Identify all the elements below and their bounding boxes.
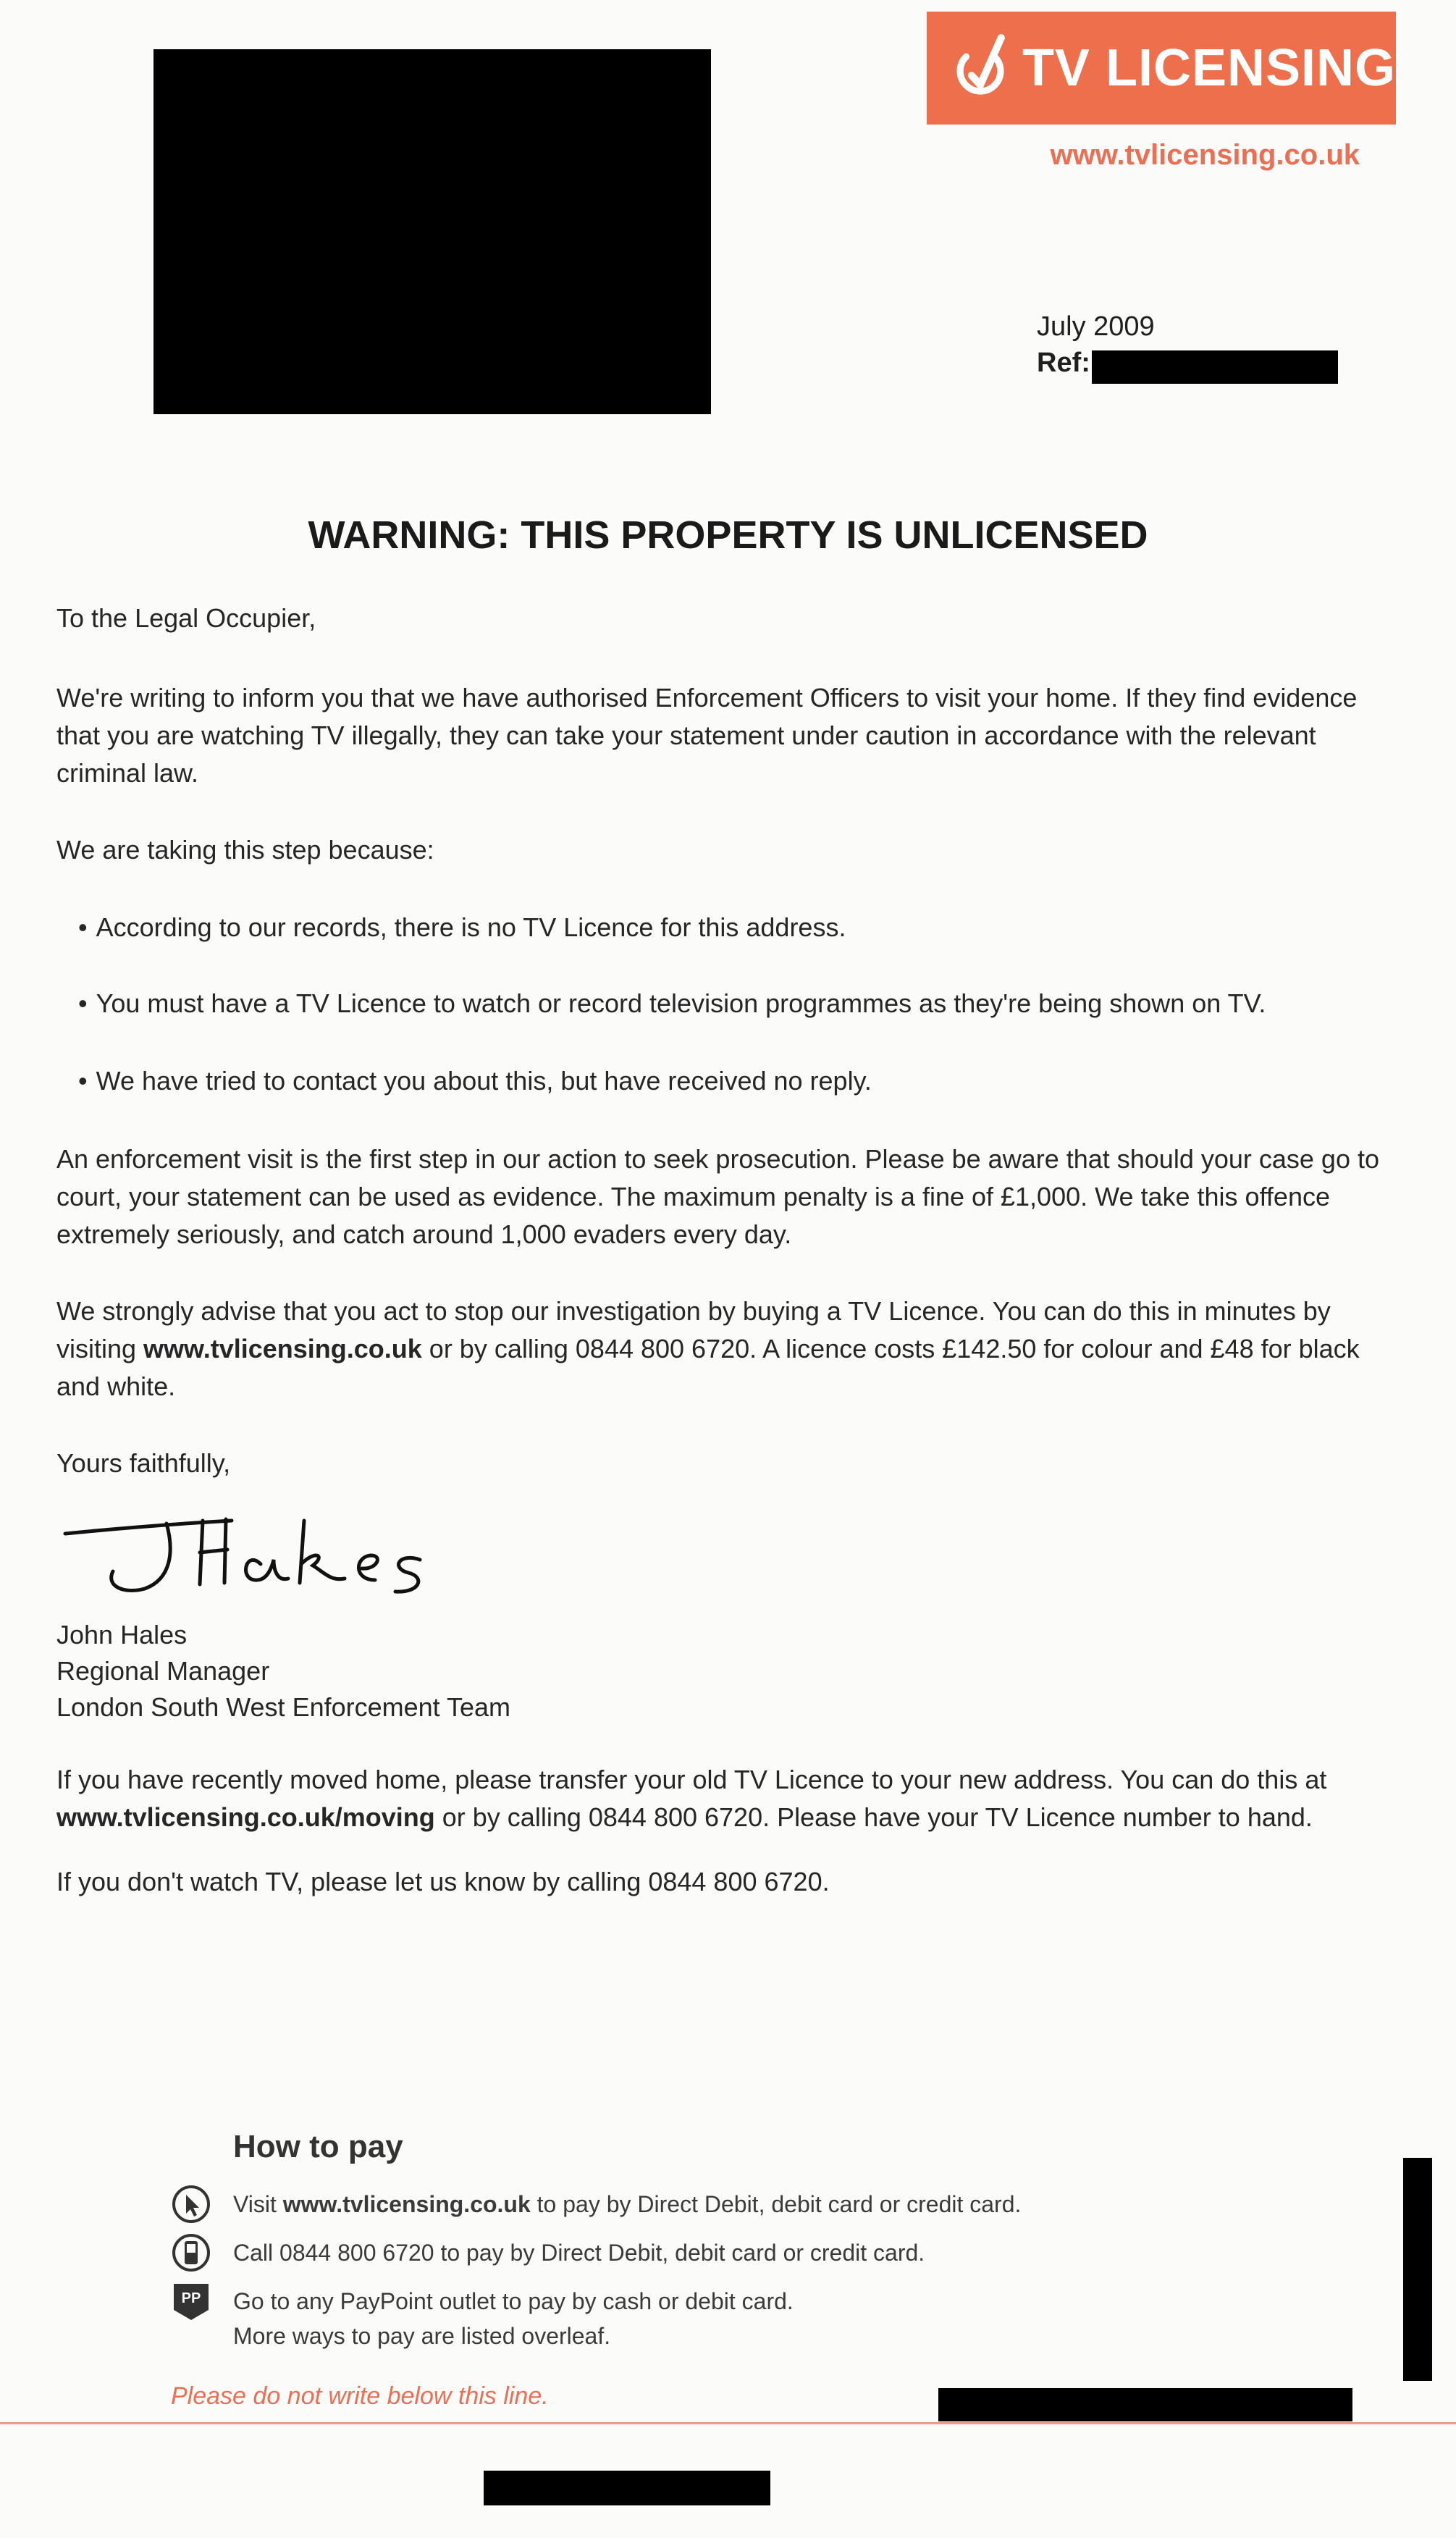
paragraph-prosecution: An enforcement visit is the first step in our action to seek prosecution. Please be aware that should your case go to court, your statement can be used as evidence. The maximum penalty is a fine of £1,000. We take this offence extremely seriously, and catch around 1,000 evaders every day.	[56, 1144, 1379, 1249]
closing: Yours faithfully,	[56, 1448, 231, 1478]
divider-line	[0, 2422, 1456, 2424]
redacted-reference-number	[1092, 350, 1338, 384]
signatory-team: London South West Enforcement Team	[56, 1692, 511, 1722]
svg-text:PP: PP	[181, 2290, 201, 2306]
paragraph-buy-licence	[56, 1293, 1381, 1405]
signatory-name: John Hales	[56, 1620, 188, 1650]
buy-licence-link[interactable]: www.tvlicensing.co.uk	[143, 1334, 422, 1363]
bullet-no-reply: • We have tried to contact you about this, but have received no reply.	[78, 1062, 1374, 1100]
bullet-no-licence: • According to our records, there is no TV Licence for this address.	[78, 909, 1374, 946]
pay-option-paypoint	[171, 2281, 794, 2321]
paragraph-enforcement-officers: We're writing to inform you that we have authorised Enforcement Officers to visit your home. If they find evidence that you are watching TV illegally, they can take your statement under caution in accordance with the relevant criminal law.	[56, 683, 1358, 788]
tv-licensing-logo	[927, 12, 1396, 125]
cursor-icon	[171, 2184, 211, 2224]
pay-online-link[interactable]: www.tvlicensing.co.uk	[282, 2190, 531, 2217]
redacted-barcode	[1403, 2158, 1432, 2381]
paragraph-reasons-intro: We are taking this step because:	[56, 835, 434, 865]
buy-licence-text-before: We strongly advise that you act to stop our investigation by buying a TV Licence. You can do this in minutes by visiting	[56, 1296, 1331, 1363]
moved-home-text-before: If you have recently moved home, please transfer your old TV Licence to your new address. You can do this at	[56, 1765, 1327, 1794]
how-to-pay-title: How to pay	[233, 2129, 403, 2164]
more-ways-to-pay: More ways to pay are listed overleaf.	[233, 2323, 611, 2349]
moving-link[interactable]: www.tvlicensing.co.uk/moving	[56, 1802, 435, 1832]
warning-headline: WARNING: THIS PROPERTY IS UNLICENSED	[308, 513, 1148, 557]
salutation: To the Legal Occupier,	[56, 603, 316, 633]
paragraph-no-tv: If you don't watch TV, please let us know by calling 0844 800 6720.	[56, 1867, 830, 1896]
redacted-bottom-code	[484, 2471, 770, 2505]
pay-online-text-after: to pay by Direct Debit, debit card or credit card.	[530, 2190, 1022, 2217]
moved-home-text-after: or by calling 0844 800 6720. Please have your TV Licence number to hand.	[434, 1802, 1313, 1832]
redacted-address-block	[153, 49, 711, 414]
paypoint-icon	[171, 2281, 211, 2321]
header-website-link[interactable]: www.tvlicensing.co.uk	[1050, 139, 1360, 171]
letter-date: July 2009	[1037, 311, 1155, 342]
tick-power-icon	[951, 28, 1009, 108]
paragraph-moved-home	[56, 1761, 1381, 1836]
signatory-title: Regional Manager	[56, 1656, 270, 1686]
pay-online-text-before: Visit	[233, 2190, 283, 2217]
pay-option-phone	[171, 2232, 925, 2273]
pay-option-online	[171, 2184, 1021, 2224]
phone-icon	[171, 2232, 211, 2273]
logo-text: TV LICENSING	[1022, 39, 1396, 97]
bullet-must-have-licence: • You must have a TV Licence to watch or record television programmes as they're being shown on TV.	[78, 985, 1374, 1022]
reference-label: Ref:	[1037, 348, 1090, 378]
handwritten-signature	[58, 1499, 434, 1608]
pay-paypoint-text: Go to any PayPoint outlet to pay by cash or debit card.	[233, 2287, 794, 2314]
pay-phone-text: Call 0844 800 6720 to pay by Direct Debit, debit card or credit card.	[233, 2239, 925, 2266]
buy-licence-text-after: or by calling 0844 800 6720. A licence costs £142.50 for colour and £48 for black and white.	[56, 1334, 1360, 1401]
do-not-write-note: Please do not write below this line.	[171, 2382, 549, 2410]
redacted-footer-code	[938, 2388, 1352, 2421]
